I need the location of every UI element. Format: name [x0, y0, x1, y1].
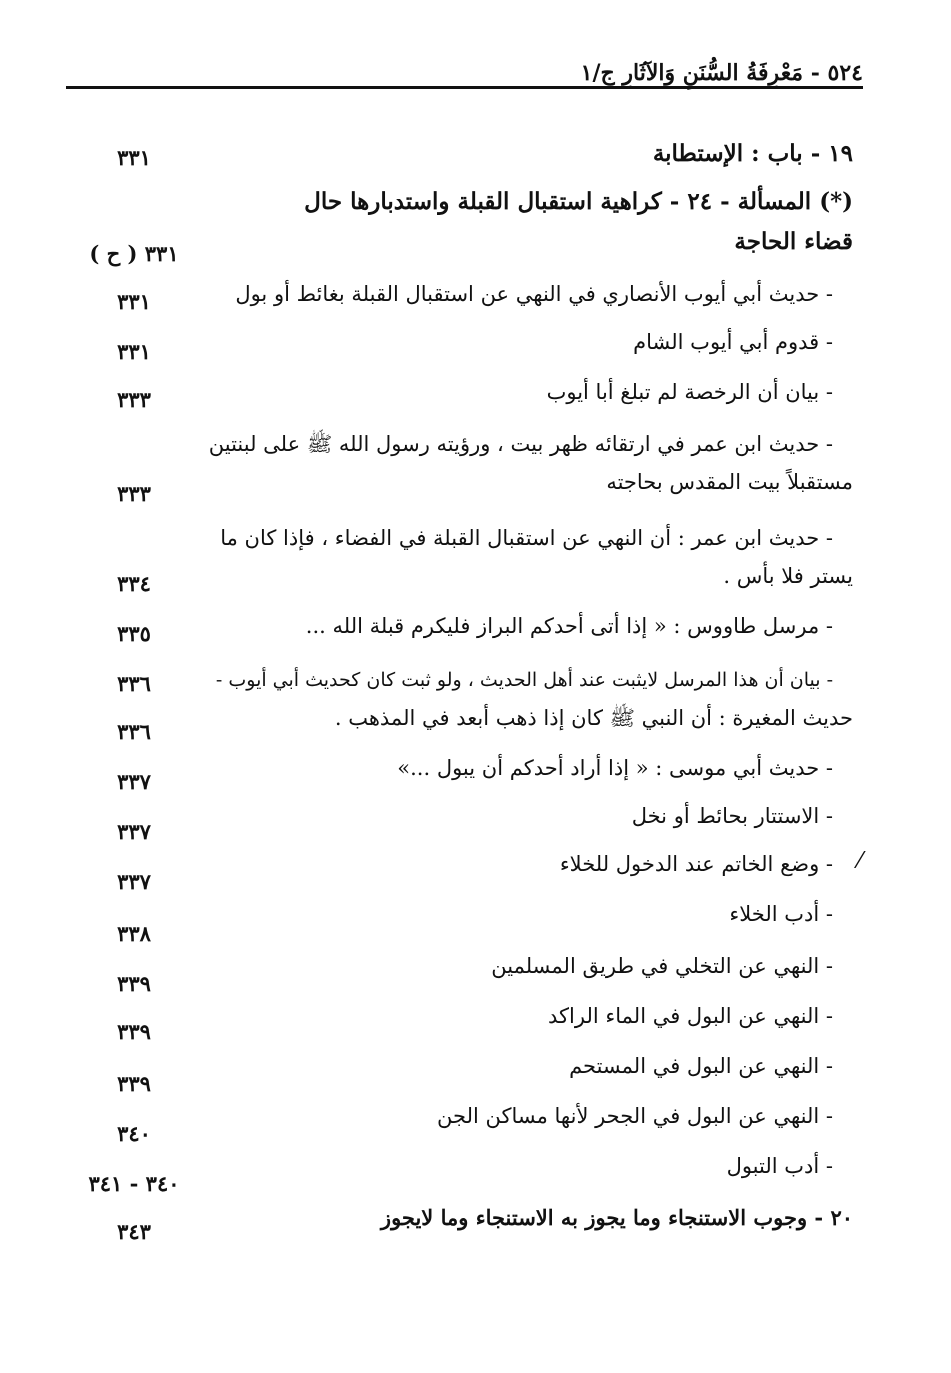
toc-entry: - مرسل طاووس : « إذا أتى أحدكم البراز فليكرم قبلة الله ... — [305, 614, 833, 638]
toc-entry: - النهي عن التخلي في طريق المسلمين — [491, 954, 833, 978]
toc-row — [0, 372, 951, 412]
page-number: ٣٣٦ — [117, 671, 151, 696]
page-number: ٣٣١ — [117, 145, 151, 170]
toc-entry: - حديث أبي موسى : « إذا أراد أحدكم أن يبول ...» — [397, 756, 833, 780]
page-number: ٣٤٣ — [117, 1219, 151, 1244]
page-number: ٣٣٨ — [117, 921, 151, 946]
toc-row — [0, 894, 951, 946]
toc-row — [0, 748, 951, 794]
section-heading: (*) المسألة - ٢٤ - كراهية استقبال القبلة واستدبارها حال — [304, 188, 853, 215]
toc-entry: - النهي عن البول في المستحم — [569, 1054, 833, 1078]
page-header — [66, 56, 863, 96]
page-number: ٣٣٩ — [117, 971, 151, 996]
toc-row — [0, 698, 951, 744]
chapter-heading: ١٩ - باب : الإستطابة — [652, 140, 853, 167]
page-number: ٣٣٥ — [117, 621, 151, 646]
page-number: ٣٤٠ - ٣٤١ — [88, 1171, 180, 1196]
toc-entry: - حديث ابن عمر في ارتقائه ظهر بيت ، ورؤيته رسول الله ﷺ على لبنتين — [208, 432, 833, 456]
toc-row — [0, 996, 951, 1044]
toc-row — [0, 556, 951, 596]
toc-entry: - بيان أن الرخصة لم تبلغ أبا أيوب — [546, 380, 833, 404]
toc-row — [0, 424, 951, 464]
page-number: ٣٣٣ — [117, 481, 151, 506]
toc-row — [0, 1096, 951, 1146]
toc-row — [0, 222, 951, 266]
margin-check-mark: ⁄ — [858, 849, 862, 874]
page-number: ٣٤٠ — [117, 1121, 151, 1146]
toc-entry: - الاستتار بحائط أو نخل — [631, 804, 833, 828]
toc-row — [0, 660, 951, 700]
toc-entry: - بيان أن هذا المرسل لايثبت عند أهل الحديث ، ولو ثبت كان كحديث أبي أيوب - — [215, 669, 833, 691]
page-number: ٣٣١ ( ح ) — [89, 241, 179, 266]
toc-entry: - النهي عن البول في الجحر لأنها مساكن الجن — [437, 1104, 833, 1128]
toc-entry: - قدوم أبي أيوب الشام — [633, 330, 833, 354]
header-rule — [66, 86, 863, 89]
toc-row — [0, 946, 951, 996]
toc-row — [0, 606, 951, 646]
toc-row — [0, 518, 951, 558]
page-number: ٣٣٧ — [117, 869, 151, 894]
page-number: ٣٣٤ — [117, 571, 151, 596]
toc-entry: - أدب الخلاء — [729, 902, 833, 926]
toc-entry: - حديث ابن عمر : أن النهي عن استقبال القبلة في الفضاء ، فإذا كان ما — [220, 526, 833, 550]
page-number: ٣٣١ — [117, 289, 151, 314]
toc-row — [0, 1046, 951, 1096]
toc-row — [0, 322, 951, 362]
page-number: ٣٣٧ — [117, 769, 151, 794]
toc-row — [0, 796, 951, 844]
page-number: ٣٣٣ — [117, 387, 151, 412]
toc-entry: - أدب التبول — [726, 1154, 833, 1178]
toc-row — [0, 1146, 951, 1196]
chapter-heading: ٢٠ - وجوب الاستنجاء وما يجوز به الاستنجاء وما لايجوز — [380, 1205, 853, 1230]
toc-row — [0, 274, 951, 314]
section-heading-cont: قضاء الحاجة — [734, 228, 853, 255]
toc-row — [0, 134, 951, 174]
page-number: ٣٣٩ — [117, 1071, 151, 1096]
page-number: ٣٣٧ — [117, 819, 151, 844]
page-number: ٣٣٦ — [117, 719, 151, 744]
toc-entry-cont: حديث المغيرة : أن النبي ﷺ كان إذا ذهب أبعد في المذهب . — [334, 706, 853, 730]
toc-entry: - حديث أبي أيوب الأنصاري في النهي عن استقبال القبلة بغائط أو بول — [235, 282, 833, 306]
page-number: ٣٣١ — [117, 339, 151, 364]
page-number: ٣٣٩ — [117, 1019, 151, 1044]
toc-entry: - وضع الخاتم عند الدخول للخلاء — [559, 852, 833, 876]
header-title: ٥٢٤ - مَعْرِفَةُ السُّنَنِ وَالآثَارِ ج/١ — [573, 60, 863, 86]
toc-entry-cont: مستقبلاً بيت المقدس بحاجته — [606, 470, 853, 494]
toc-entry-cont: يستر فلا بأس . — [723, 564, 853, 588]
toc-row — [0, 182, 951, 222]
toc-row — [0, 462, 951, 506]
toc-row — [0, 1198, 951, 1244]
toc-row — [0, 844, 951, 894]
toc-entry: - النهي عن البول في الماء الراكد — [548, 1004, 833, 1028]
